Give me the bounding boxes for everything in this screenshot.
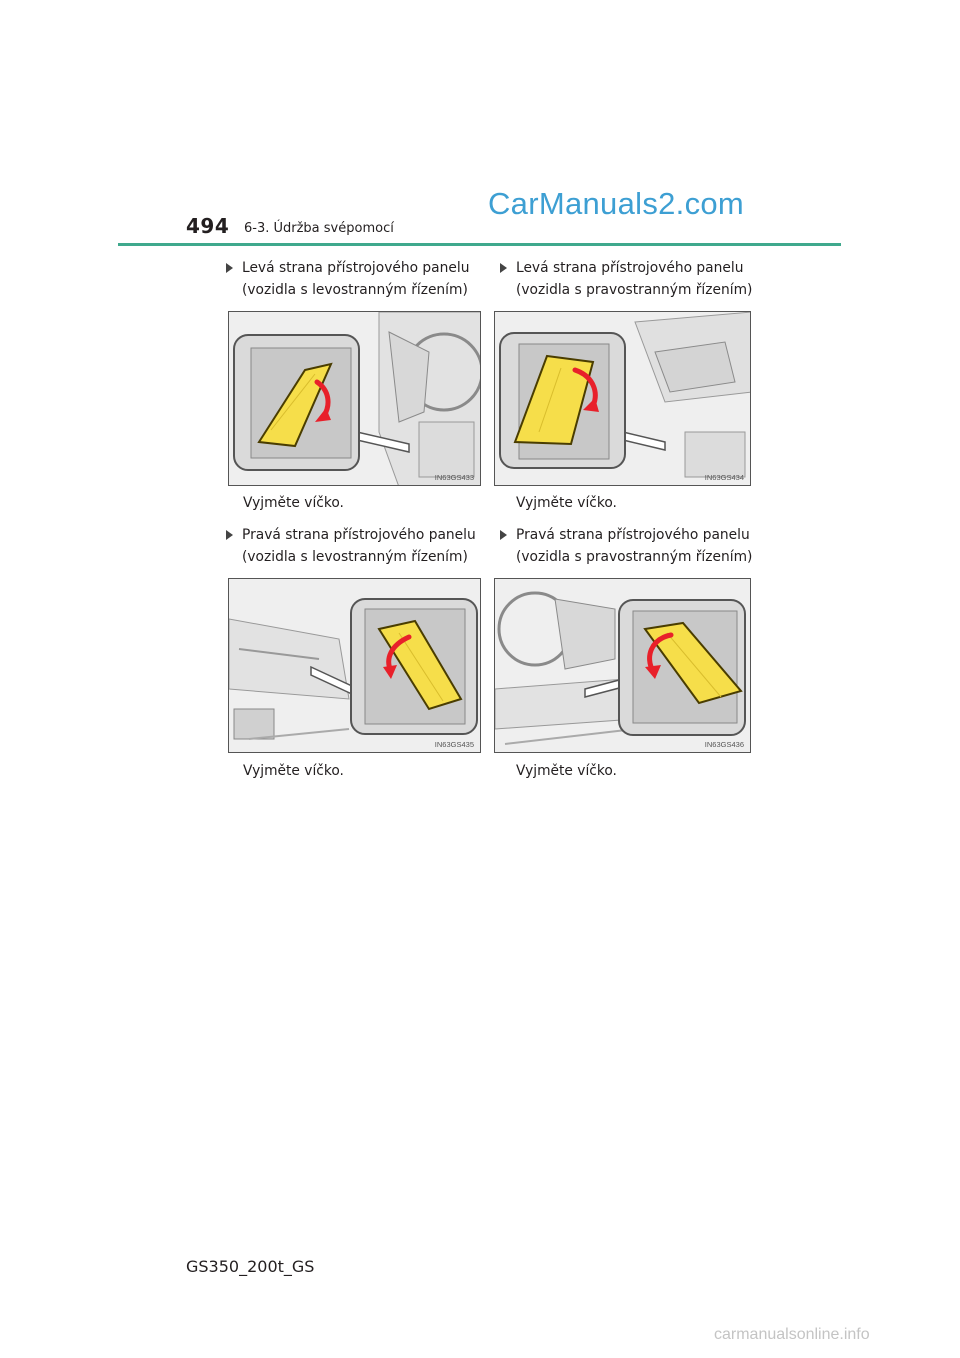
item-subheading: (vozidla s levostranným řízením) (242, 282, 468, 298)
figure-right-panel-lhd (228, 578, 481, 753)
figure-caption: Vyjměte víčko. (243, 495, 344, 511)
figure-left-panel-rhd (494, 311, 751, 486)
item-heading: Levá strana přístrojového panelu (516, 260, 744, 276)
figure-code: IN63GS434 (704, 473, 744, 482)
list-item (226, 257, 486, 301)
item-heading: Pravá strana přístrojového panelu (516, 527, 750, 543)
figure-left-panel-lhd (228, 311, 481, 486)
figure-code: IN63GS436 (704, 740, 744, 749)
watermark-logo[interactable]: CarManuals2.com (488, 186, 745, 221)
figure-caption: Vyjměte víčko. (243, 763, 344, 779)
list-item (226, 524, 486, 568)
illustration-image (229, 312, 481, 486)
figure-caption: Vyjměte víčko. (516, 763, 617, 779)
header-rule (118, 243, 841, 246)
list-item (500, 257, 760, 301)
figure-code: IN63GS435 (434, 740, 474, 749)
item-subheading: (vozidla s pravostranným řízením) (516, 549, 753, 565)
item-subheading: (vozidla s pravostranným řízením) (516, 282, 753, 298)
bullet-icon (500, 530, 507, 540)
bullet-icon (226, 263, 233, 273)
illustration-image (229, 579, 481, 753)
item-heading: Levá strana přístrojového panelu (242, 260, 470, 276)
bullet-icon (226, 530, 233, 540)
list-item (500, 524, 760, 568)
illustration-image (495, 579, 751, 753)
figure-code: IN63GS433 (434, 473, 474, 482)
item-heading: Pravá strana přístrojového panelu (242, 527, 476, 543)
section-title: 6-3. Údržba svépomocí (244, 221, 394, 236)
bullet-icon (500, 263, 507, 273)
footer-model: GS350_200t_GS (186, 1257, 315, 1276)
page-number: 494 (186, 214, 230, 238)
footer-watermark[interactable]: carmanualsonline.info (714, 1326, 870, 1343)
illustration-image (495, 312, 751, 486)
figure-caption: Vyjměte víčko. (516, 495, 617, 511)
item-subheading: (vozidla s levostranným řízením) (242, 549, 468, 565)
figure-right-panel-rhd (494, 578, 751, 753)
